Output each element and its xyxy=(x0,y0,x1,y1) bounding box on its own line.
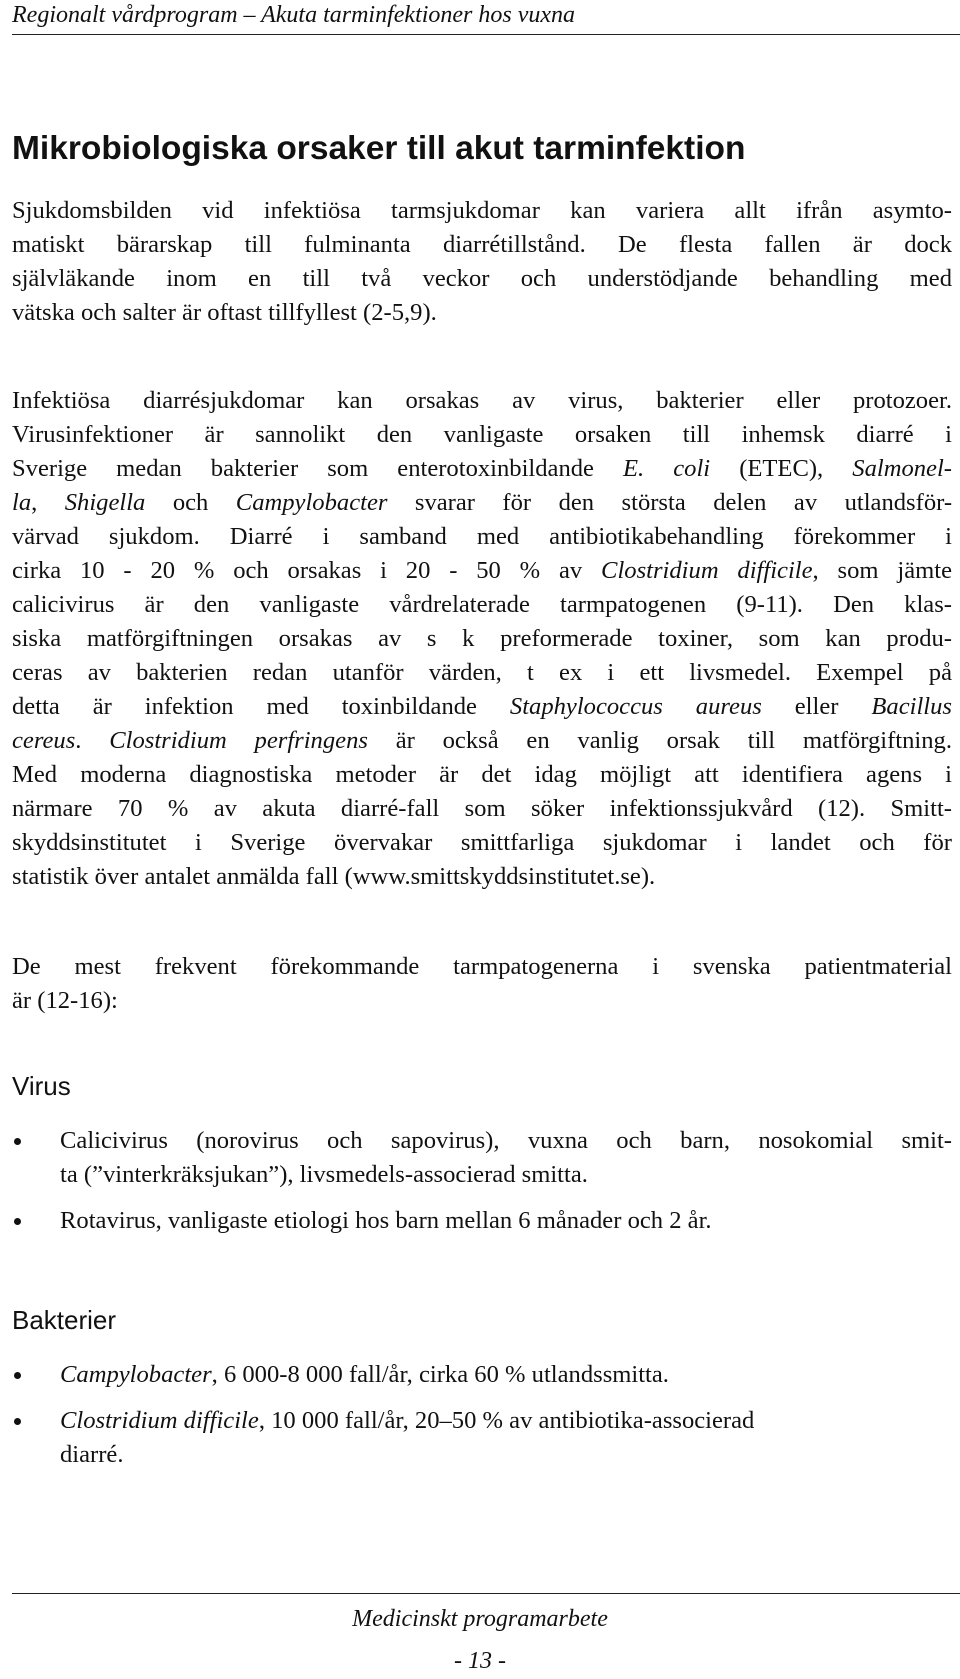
text-line: Rotavirus, vanligaste etiologi hos barn mellan 6 månader och 2 år. xyxy=(60,1207,712,1234)
text-line: självläkande inom en till två veckor och understödjande behandling med xyxy=(12,265,952,292)
text-line: statistik över antalet anmälda fall (www.smittskyddsinstitutet.se). xyxy=(12,863,656,890)
pathogens-intro-paragraph xyxy=(12,950,952,1018)
running-header: Regionalt vårdprogram – Akuta tarminfektioner hos vuxna xyxy=(12,2,576,28)
text-line: siska matförgiftningen orsakas av s k preformerade toxiner, som kan produ- xyxy=(12,625,952,652)
text-line: värvad sjukdom. Diarré i samband med antibiotikabehandling förekommer i xyxy=(12,523,952,550)
text-line: Calicivirus (norovirus och sapovirus), vuxna och barn, nosokomial smit- xyxy=(60,1127,952,1154)
virus-list xyxy=(12,1124,952,1238)
section-heading-bakterier: Bakterier xyxy=(12,1305,117,1335)
text-line: cirka 10 - 20 % och orsakas i 20 - 50 % av Clostridium difficile, som jämte xyxy=(12,557,952,584)
section-heading-virus: Virus xyxy=(12,1071,71,1101)
bullet-icon xyxy=(14,1218,21,1225)
intro-paragraph xyxy=(12,194,952,330)
text-line: calicivirus är den vanligaste vårdrelaterade tarmpatogenen (9-11). Den klas- xyxy=(12,591,952,618)
text-line: vätska och salter är oftast tillfyllest (2-5,9). xyxy=(12,299,437,326)
list-item xyxy=(12,1124,952,1192)
bacteria-list xyxy=(12,1358,952,1472)
footer-department: Medicinskt programarbete xyxy=(352,1606,608,1632)
text-line: Clostridium difficile, 10 000 fall/år, 20–50 % av antibiotika-associerad xyxy=(60,1407,755,1434)
text-line: Campylobacter, 6 000-8 000 fall/år, cirka 60 % utlandssmitta. xyxy=(60,1361,669,1388)
text-line: Med moderna diagnostiska metoder är det idag möjligt att identifiera agens i xyxy=(12,761,952,788)
text-line: ceras av bakterien redan utanför värden, t ex i ett livsmedel. Exempel på xyxy=(12,659,952,686)
text-line: Virusinfektioner är sannolikt den vanligaste orsaken till inhemsk diarré i xyxy=(12,421,952,448)
header-divider xyxy=(12,34,960,35)
bullet-icon xyxy=(14,1138,21,1145)
text-line: är (12-16): xyxy=(12,987,118,1014)
text-line: skyddsinstitutet i Sverige övervakar smittfarliga sjukdomar i landet och för xyxy=(12,829,952,856)
list-item xyxy=(12,1404,952,1472)
text-line: Infektiösa diarrésjukdomar kan orsakas av virus, bakterier eller protozoer. xyxy=(12,387,952,414)
text-line: Sverige medan bakterier som enterotoxinbildande E. coli (ETEC), Salmonel- xyxy=(12,455,952,482)
text-line: ta (”vinterkräksjukan”), livsmedels-associerad smitta. xyxy=(60,1161,588,1188)
text-line: cereus. Clostridium perfringens är också en vanlig orsak till matförgiftning. xyxy=(12,727,952,754)
list-item xyxy=(12,1204,952,1238)
text-line: närmare 70 % av akuta diarré-fall som söker infektionssjukvård (12). Smitt- xyxy=(12,795,952,822)
text-line: matiskt bärarskap till fulminanta diarrétillstånd. De flesta fallen är dock xyxy=(12,231,952,258)
list-item xyxy=(12,1358,952,1392)
page-title: Mikrobiologiska orsaker till akut tarminfektion xyxy=(12,130,746,167)
page-number: - 13 - xyxy=(454,1648,506,1674)
causes-paragraph xyxy=(12,384,952,894)
bullet-icon xyxy=(14,1372,21,1379)
footer-divider xyxy=(12,1593,960,1594)
text-line: detta är infektion med toxinbildande Staphylococcus aureus eller Bacillus xyxy=(12,693,952,720)
text-line: diarré. xyxy=(60,1441,124,1468)
text-line: Sjukdomsbilden vid infektiösa tarmsjukdomar kan variera allt ifrån asymto- xyxy=(12,197,952,224)
bullet-icon xyxy=(14,1418,21,1425)
text-line: De mest frekvent förekommande tarmpatogenerna i svenska patientmaterial xyxy=(12,953,952,980)
text-line: la, Shigella och Campylobacter svarar för den största delen av utlandsför- xyxy=(12,489,953,516)
